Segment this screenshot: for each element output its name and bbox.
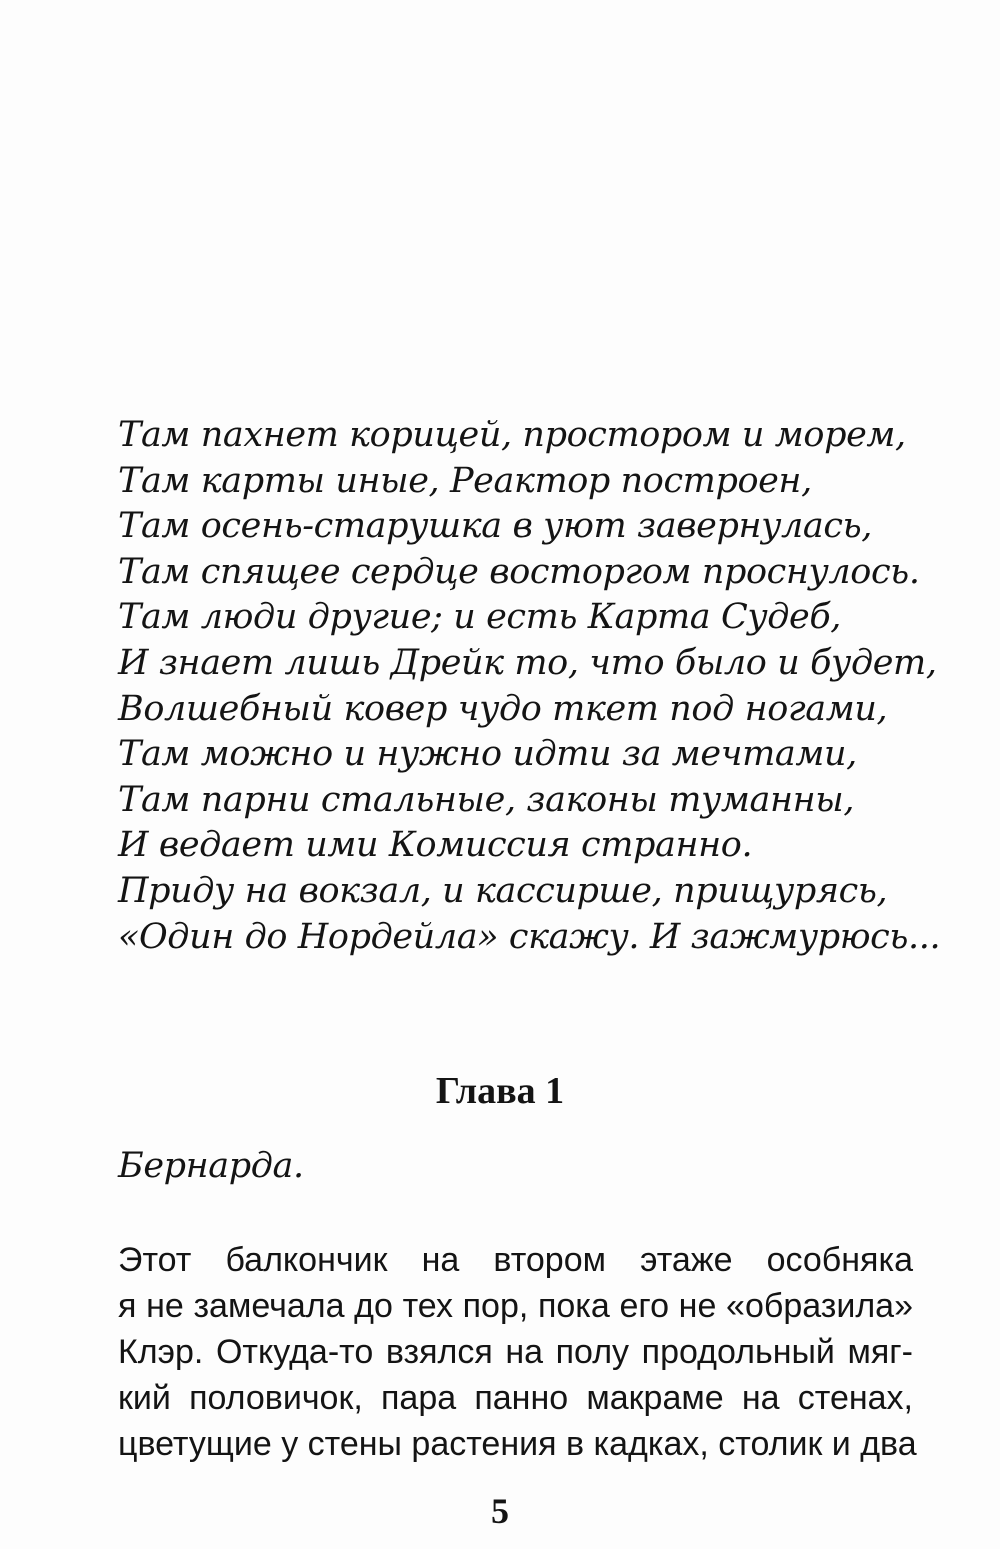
prose-line: я не замечала до тех пор, пока его не «образила»: [118, 1287, 913, 1325]
prose-line: цветущие у стены растения в кадках, столик и два: [118, 1425, 917, 1463]
epigraph-poem: [118, 413, 941, 960]
poem-line: Там карты иные, Реактор построен,: [118, 460, 812, 501]
chapter-narrator: Бернарда.: [118, 1146, 304, 1186]
poem-line: «Один до Нордейла» скажу. И зажмурюсь...: [118, 916, 941, 957]
poem-line: Волшебный ковер чудо ткет под ногами,: [118, 688, 888, 729]
poem-line: И знает лишь Дрейк то, что было и будет,: [118, 642, 937, 683]
poem-line: Там люди другие; и есть Карта Судеб,: [118, 597, 842, 638]
poem-line: Там можно и нужно идти за мечтами,: [118, 734, 857, 775]
prose-line: Клэр. Откуда-то взялся на полу продольный мяг-: [118, 1333, 913, 1371]
page-number: 5: [491, 1491, 509, 1531]
poem-line: И ведает ими Комиссия странно.: [118, 825, 753, 866]
poem-line: Приду на вокзал, и кассирше, прищурясь,: [118, 870, 888, 911]
poem-line: Там спящее сердце восторгом проснулось.: [118, 551, 920, 592]
prose-line: Этот балкончик на втором этаже особняка: [118, 1241, 913, 1279]
poem-line: Там парни стальные, законы туманны,: [118, 779, 855, 820]
poem-line: Там осень-старушка в уют завернулась,: [118, 506, 872, 547]
prose-line: кий половичок, пара панно макраме на стенах,: [118, 1379, 913, 1417]
chapter-title: Глава 1: [435, 1070, 565, 1112]
poem-line: Там пахнет корицей, простором и морем,: [118, 415, 906, 455]
chapter-text: [118, 1237, 917, 1467]
